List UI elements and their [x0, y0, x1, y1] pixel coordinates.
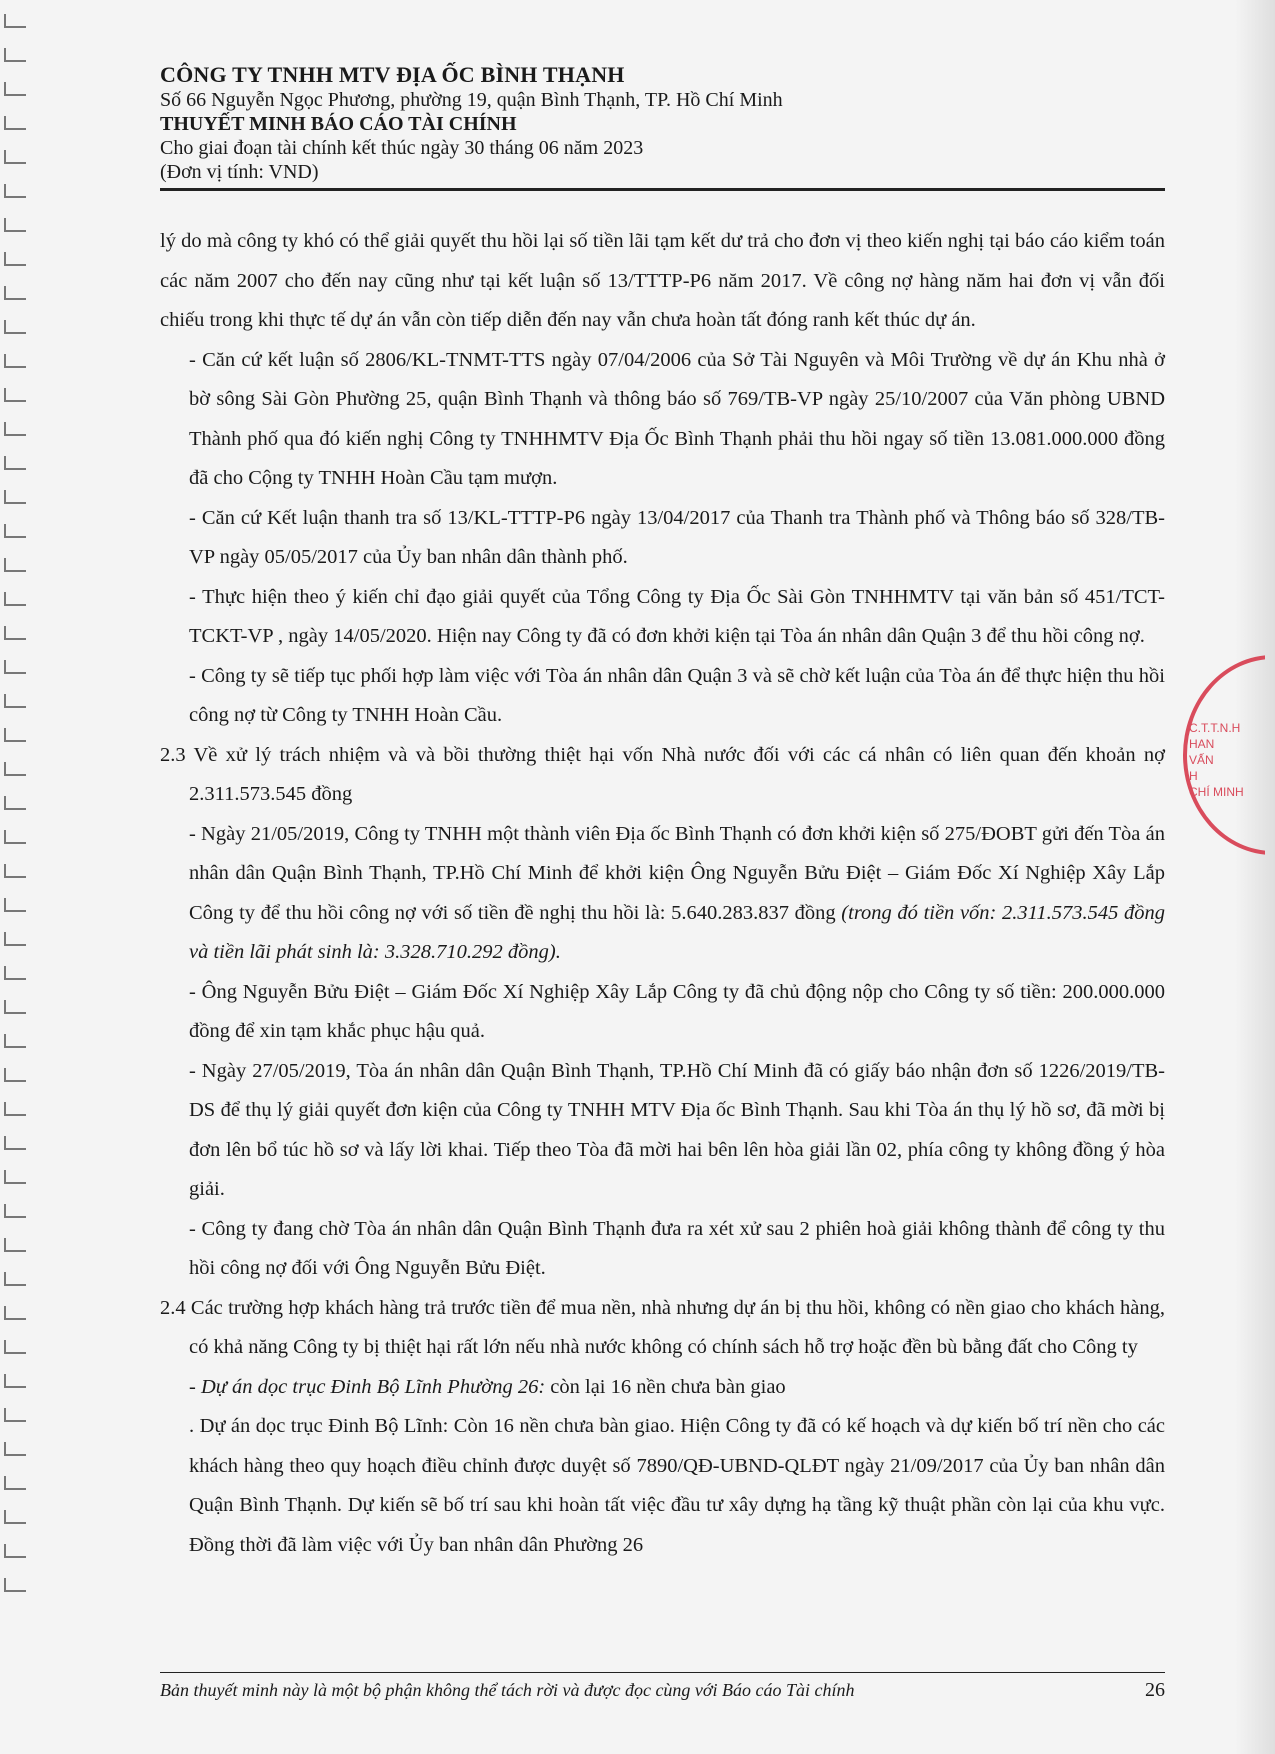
- binding-hole: [4, 14, 26, 28]
- binding-hole: [4, 932, 26, 946]
- section-2-4-heading: 2.4 Các trường hợp khách hàng trả trước tiền để mua nền, nhà nhưng dự án bị thu hồi, không có nền giao cho khách hàng, có khả năng Công ty bị thiệt hại rất lớn nếu nhà nước không có chính sách hỗ trợ hoặc đền bù bằng đất cho Công ty: [160, 1296, 1165, 1358]
- document-footer: [160, 1678, 1165, 1702]
- binding-hole: [4, 1034, 26, 1048]
- page-number: 26: [1145, 1679, 1165, 1701]
- paragraph-court-notice-1226: - Ngày 27/05/2019, Tòa án nhân dân Quận Bình Thạnh, TP.Hồ Chí Minh đã có giấy báo nhận đơn số 1226/2019/TB-DS để thụ lý giải quyết đơn kiện của Công ty TNHH MTV Địa ốc Bình Thạnh. Sau khi Tòa án thụ lý hồ sơ, đã mời bị đơn lên bổ túc hồ sơ và lấy lời khai. Tiếp theo Tòa đã mời hai bên lên hòa giải lần 02, phía công ty không đồng ý hòa giải.: [189, 1059, 1165, 1200]
- footer-divider: [160, 1672, 1165, 1673]
- binding-hole: [4, 524, 26, 538]
- binding-hole: [4, 252, 26, 266]
- document-body: [160, 222, 1165, 1565]
- binding-hole: [4, 184, 26, 198]
- binding-hole: [4, 354, 26, 368]
- binding-hole: [4, 1238, 26, 1252]
- currency-unit: (Đơn vị tính: VND): [160, 161, 319, 183]
- binding-hole: [4, 150, 26, 164]
- lawsuit-text: - Ngày 21/05/2019, Công ty TNHH một thành viên Địa ốc Bình Thạnh có đơn khởi kiện số 275/ĐOBT gửi đến Tòa án nhân dân Quận Bình Thạnh, TP.Hồ Chí Minh để khởi kiện Ông Nguyễn Bửu Điệt – Giám Đốc Xí Nghiệp Xây Lắp Công ty để thu hồi công nợ với số tiền đề nghị thu hồi là: 5.640.283.837 đồng: [189, 822, 1165, 924]
- binding-hole: [4, 728, 26, 742]
- binding-hole: [4, 286, 26, 300]
- binding-hole: [4, 1510, 26, 1524]
- binding-hole: [4, 1544, 26, 1558]
- binding-hole: [4, 1476, 26, 1490]
- binding-hole: [4, 388, 26, 402]
- document-title: THUYẾT MINH BÁO CÁO TÀI CHÍNH: [160, 113, 517, 135]
- reporting-period: Cho giai đoạn tài chính kết thúc ngày 30 tháng 06 năm 2023: [160, 137, 644, 159]
- paragraph-payment: - Ông Nguyễn Bửu Điệt – Giám Đốc Xí Nghiệp Xây Lắp Công ty đã chủ động nộp cho Công ty số tiền: 200.000.000 đồng để xin tạm khắc phục hậu quả.: [189, 980, 1165, 1042]
- binding-hole: [4, 796, 26, 810]
- binding-hole: [4, 1408, 26, 1422]
- project-status: còn lại 16 nền chưa bàn giao: [545, 1375, 786, 1398]
- binding-hole: [4, 1136, 26, 1150]
- paragraph-project-dinh-bo-linh: [160, 1368, 1165, 1408]
- spiral-binding: [4, 14, 34, 1612]
- stamp-text: [1189, 720, 1244, 800]
- binding-hole: [4, 592, 26, 606]
- binding-hole: [4, 626, 26, 640]
- binding-hole: [4, 320, 26, 334]
- binding-hole: [4, 1578, 26, 1592]
- binding-hole: [4, 1102, 26, 1116]
- binding-hole: [4, 1068, 26, 1082]
- paragraph-awaiting-trial: - Công ty đang chờ Tòa án nhân dân Quận Bình Thạnh đưa ra xét xử sau 2 phiên hoà giải không thành để công ty thu hồi công nợ đối với Ông Nguyễn Bửu Điệt.: [189, 1217, 1165, 1279]
- binding-hole: [4, 966, 26, 980]
- header-divider: [160, 188, 1165, 191]
- stamp-line: HAN: [1189, 737, 1215, 751]
- binding-hole: [4, 1272, 26, 1286]
- stamp-line: VẤN: [1189, 753, 1214, 767]
- company-address: Số 66 Nguyễn Ngọc Phương, phường 19, quận Bình Thạnh, TP. Hồ Chí Minh: [160, 89, 783, 111]
- lawsuit-breakdown: (trong đó tiền vốn: 2.311.573.545 đồng và tiền lãi phát sinh là: 3.328.710.292 đồng).: [189, 901, 1166, 963]
- paragraph-conclusion-2806: - Căn cứ kết luận số 2806/KL-TNMT-TTS ngày 07/04/2006 của Sở Tài Nguyên và Môi Trường về dự án Khu nhà ở bờ sông Sài Gòn Phường 25, quận Bình Thạnh và thông báo số 769/TB-VP ngày 25/10/2007 của Văn phòng UBND Thành phố qua đó kiến nghị Công ty TNHHMTV Địa Ốc Bình Thạnh phải thu hồi ngay số tiền 13.081.000.000 đồng đã cho Cộng ty TNHH Hoàn Cầu tạm mượn.: [189, 348, 1165, 489]
- binding-hole: [4, 1000, 26, 1014]
- paragraph-court-district-3: - Công ty sẽ tiếp tục phối hợp làm việc với Tòa án nhân dân Quận 3 và sẽ chờ kết luận của Tòa án để thực hiện thu hồi công nợ từ Công ty TNHH Hoàn Cầu.: [189, 664, 1165, 726]
- binding-hole: [4, 762, 26, 776]
- paragraph-lawsuit-275: [160, 815, 1165, 973]
- binding-hole: [4, 694, 26, 708]
- stamp-line: H: [1189, 769, 1198, 783]
- binding-hole: [4, 558, 26, 572]
- binding-hole: [4, 490, 26, 504]
- stamp-line: C.T.T.N.H: [1189, 721, 1241, 735]
- stamp-line: CHÍ MINH: [1189, 785, 1244, 799]
- project-name: - Dự án dọc trục Đinh Bộ Lĩnh Phường 26:: [189, 1375, 546, 1398]
- binding-hole: [4, 1204, 26, 1218]
- paragraph-project-plan: . Dự án dọc trục Đinh Bộ Lĩnh: Còn 16 nền chưa bàn giao. Hiện Công ty đã có kế hoạch và dự kiến bố trí nền cho các khách hàng theo quy hoạch điều chỉnh được duyệt số 7890/QĐ-UBND-QLĐT ngày 21/09/2017 của Ủy ban nhân dân Quận Bình Thạnh. Dự kiến sẽ bố trí sau khi hoàn tất việc đầu tư xây dựng hạ tầng kỹ thuật phần còn lại của khu vực. Đồng thời đã làm việc với Ủy ban nhân dân Phường 26: [189, 1415, 1165, 1556]
- document-header: [160, 62, 1165, 191]
- paragraph-continuation: lý do mà công ty khó có thể giải quyết thu hồi lại số tiền lãi tạm kết dư trả cho đơn vị theo kiến nghị tại báo cáo kiểm toán các năm 2007 cho đến nay cũng như tại kết luận số 13/TTTP-P6 năm 2017. Về công nợ hàng năm hai đơn vị vẫn đối chiếu trong khi thực tế dự án vẫn còn tiếp diễn đến nay vẫn chưa hoàn tất đóng ranh kết thúc dự án.: [160, 230, 1165, 331]
- binding-hole: [4, 456, 26, 470]
- binding-hole: [4, 1306, 26, 1320]
- company-name: CÔNG TY TNHH MTV ĐỊA ỐC BÌNH THẠNH: [160, 62, 625, 87]
- binding-hole: [4, 660, 26, 674]
- footer-note: Bản thuyết minh này là một bộ phận không thể tách rời và được đọc cùng với Báo cáo Tài chính: [160, 1680, 855, 1700]
- section-2-3-heading: 2.3 Về xử lý trách nhiệm và và bồi thường thiệt hại vốn Nhà nước đối với các cá nhân có liên quan đến khoản nợ 2.311.573.545 đồng: [160, 743, 1165, 805]
- paragraph-inspection-13: - Căn cứ Kết luận thanh tra số 13/KL-TTTP-P6 ngày 13/04/2017 của Thanh tra Thành phố và Thông báo số 328/TB-VP ngày 05/05/2017 của Ủy ban nhân dân thành phố.: [189, 506, 1165, 568]
- binding-hole: [4, 1442, 26, 1456]
- binding-hole: [4, 218, 26, 232]
- binding-hole: [4, 82, 26, 96]
- binding-hole: [4, 1170, 26, 1184]
- binding-hole: [4, 422, 26, 436]
- binding-hole: [4, 830, 26, 844]
- page-edge-shadow: [1235, 0, 1275, 1754]
- paragraph-directive-451: - Thực hiện theo ý kiến chỉ đạo giải quyết của Tổng Công ty Địa Ốc Sài Gòn TNHHMTV tại văn bản số 451/TCT-TCKT-VP , ngày 14/05/2020. Hiện nay Công ty đã có đơn khởi kiện tại Tòa án nhân dân Quận 3 để thu hồi công nợ.: [189, 585, 1165, 647]
- binding-hole: [4, 116, 26, 130]
- binding-hole: [4, 864, 26, 878]
- binding-hole: [4, 1340, 26, 1354]
- binding-hole: [4, 48, 26, 62]
- binding-hole: [4, 1374, 26, 1388]
- company-seal-stamp: [1175, 650, 1265, 860]
- binding-hole: [4, 898, 26, 912]
